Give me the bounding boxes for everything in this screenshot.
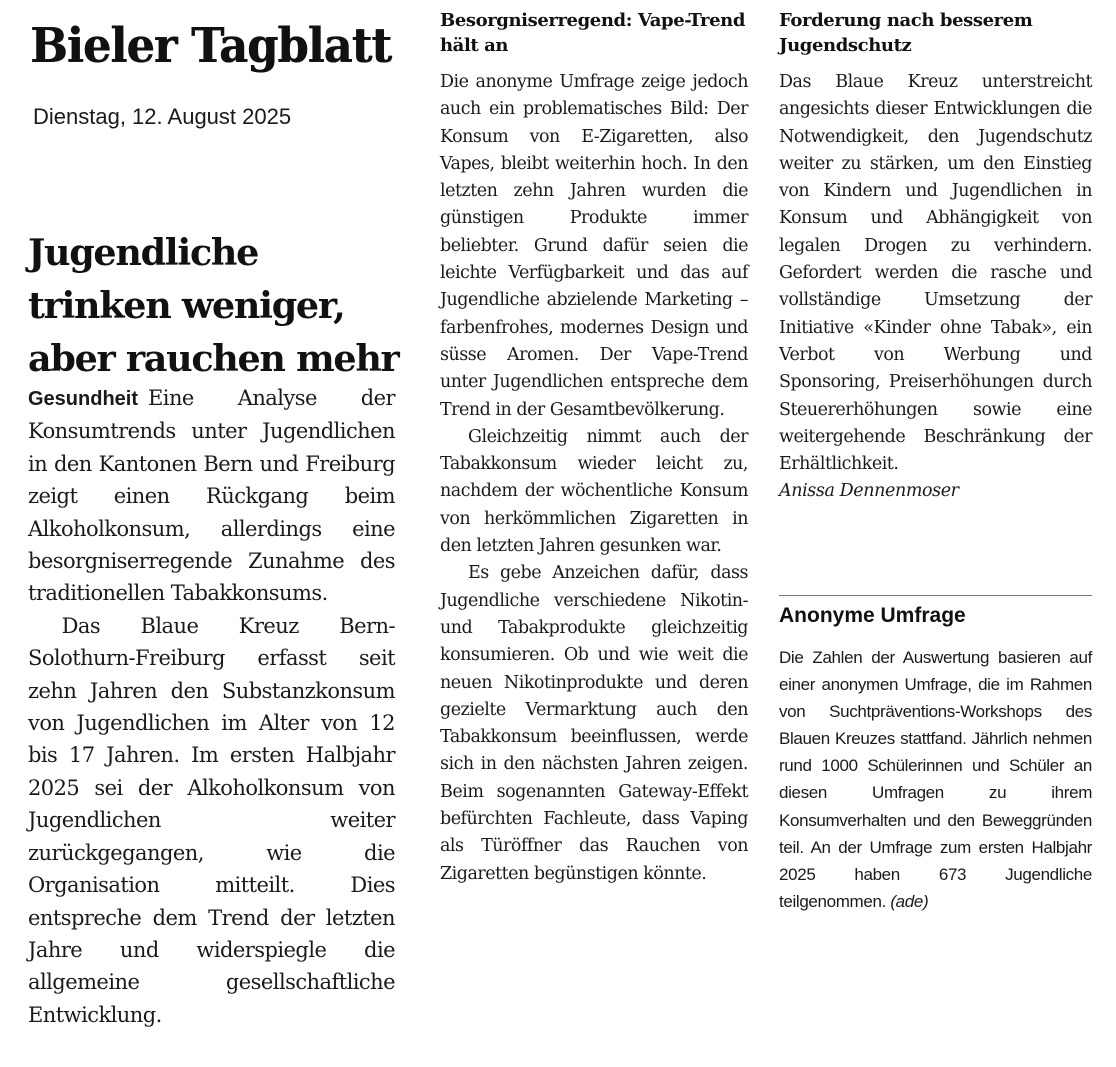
infobox-divider xyxy=(779,595,1092,596)
article-paragraph: Die anonyme Umfrage zeige jedoch auch ein problematisches Bild: Der Konsum von E-Zigaretten, also Vapes, bleibt weiterhin hoch. In den letzten zehn Jahren wurden die günstigen Produkte immer beliebter. Grund dafür seien die leichte Verfügbarkeit und das auf Jugendliche abzielende Marketing – farbenfrohes, modernes Design und süsse Aromen. Der Vape-Trend unter Jugendlichen entspreche dem Trend in der Gesamtbevölkerung. xyxy=(440,72,748,420)
article-paragraph: Gleichzeitig nimmt auch der Tabakkonsum wieder leicht zu, nachdem der wöchentliche Konsum von herkömmlichen Zigaretten in den letzten Jahren gesunken war. xyxy=(440,426,748,557)
infobox-credit: (ade) xyxy=(890,891,929,911)
article-author: Anissa Dennenmoser xyxy=(779,481,959,502)
section-subhead-vape: Besorgniserregend: Vape-Trend hält an xyxy=(440,10,746,56)
infobox-title: Anonyme Umfrage xyxy=(779,604,966,627)
newspaper-masthead: Bieler Tagblatt xyxy=(30,18,391,74)
article-paragraph: Das Blaue Kreuz unterstreicht angesichts dieser Entwicklungen die Notwendigkeit, den Jugendschutz weiter zu stärken, um den Einstieg von Kindern und Jugendlichen in Konsum und Abhängigkeit von legalen Drogen zu verhindern. Gefordert werden die rasche und vollständige Umsetzung der Initiative «Kinder ohne Tabak», ein Verbot von Werbung und Sponsoring, Preiserhöhungen durch Steuererhöhungen sowie eine weitergehende Beschränkung der Erhältlichkeit. xyxy=(779,72,1092,475)
article-column-1 xyxy=(28,382,395,1031)
article-paragraph: Das Blaue Kreuz Bern-Solothurn-Freiburg erfasst seit zehn Jahren den Substanzkonsum von Jugendlichen im Alter von 12 bis 17 Jahren. Im ersten Halbjahr 2025 sei der Alkoholkonsum von Jugendlichen weiter zurückgegangen, wie die Organisation mitteilt. Dies entspreche dem Trend der letzten Jahre und widerspiegle die allgemeine gesellschaftliche Entwicklung. xyxy=(28,613,395,1027)
publication-date: Dienstag, 12. August 2025 xyxy=(33,104,292,129)
infobox-anonyme-umfrage xyxy=(779,600,1092,915)
article-kicker: Gesundheit xyxy=(28,388,139,410)
section-subhead-jugendschutz: Forderung nach besserem Jugendschutz xyxy=(779,10,1033,56)
article-paragraph: Es gebe Anzeichen dafür, dass Jugendliche verschiedene Nikotin- und Tabakprodukte gleichzeitig konsumieren. Ob und wie weit die neuen Nikotinprodukte und deren gezielte Vermarktung auch den Tabakkonsum beeinflussen, werde sich in den nächsten Jahren zeigen. Beim sogenannten Gateway-Effekt befürchten Fachleute, dass Vaping als Türöffner das Rauchen von Zigaretten begünstigen könnte. xyxy=(440,563,748,884)
infobox-body: Die Zahlen der Auswertung basieren auf einer anonymen Umfrage, die im Rahmen von Suchtpräventions-Workshops des Blauen Kreuzes stattfand. Jährlich nehmen rund 1000 Schülerinnen und Schüler an diesen Umfragen zu ihrem Konsumverhalten und den Beweggründen teil. An der Umfrage zum ersten Halbjahr 2025 haben 673 Jugendliche teilgenommen. xyxy=(779,648,1092,911)
article-column-2 xyxy=(440,8,748,888)
infobox-text xyxy=(779,644,1092,915)
lead-paragraph-text: Eine Analyse der Konsumtrends unter Jugendlichen in den Kantonen Bern und Freiburg zeigt einen Rückgang beim Alkoholkonsum, allerdings eine besorgniserregende Zunahme des traditionellen Tabakkonsums. xyxy=(28,386,395,606)
article-headline: Jugendliche trinken weniger, aber rauchen mehr xyxy=(28,231,399,380)
article-lead-paragraph xyxy=(28,382,395,610)
article-column-3 xyxy=(779,8,1092,505)
